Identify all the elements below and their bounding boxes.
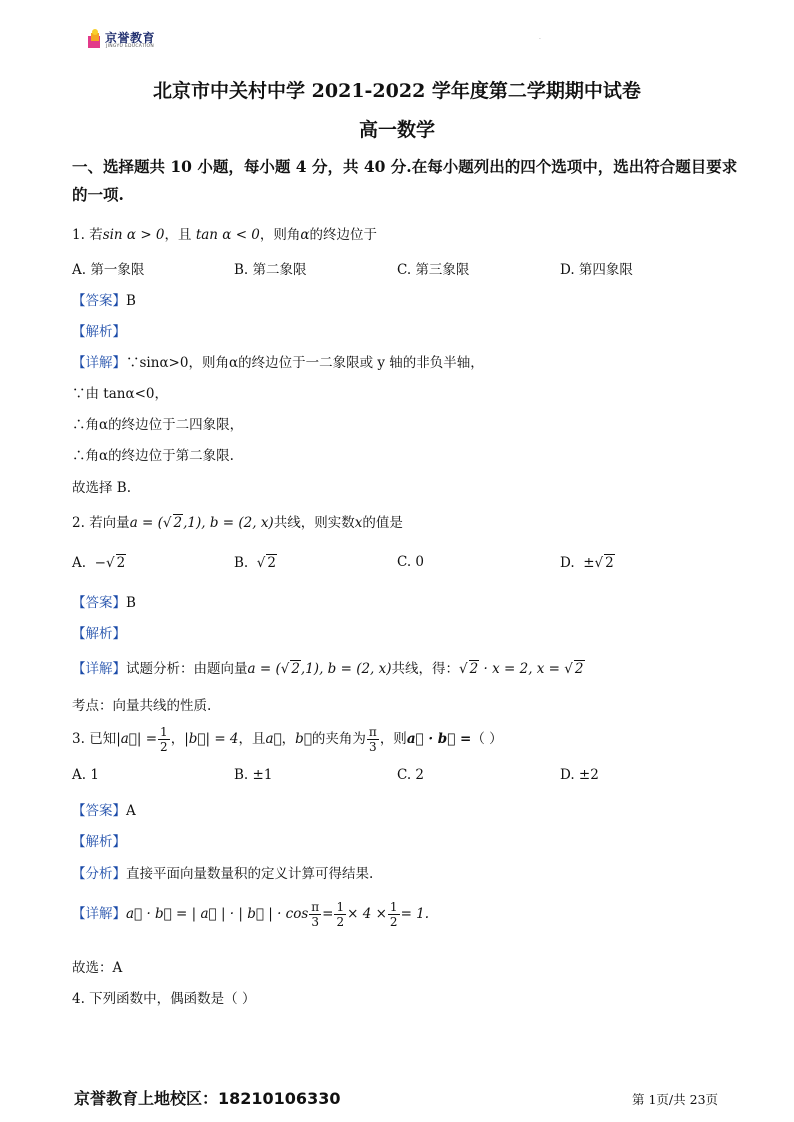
q1-option-a: A. 第一象限 bbox=[72, 262, 145, 278]
q2-detail-pre: 试题分析：由题向量 bbox=[126, 661, 248, 677]
q1-answer-value: B bbox=[126, 293, 136, 309]
q1-option-b: B. 第二象限 bbox=[234, 262, 307, 278]
q3-detail-pi-den: 3 bbox=[311, 915, 320, 929]
q3-a-vec: a⃗ bbox=[265, 731, 282, 747]
q1-option-d: D. 第四象限 bbox=[560, 262, 633, 278]
q2-answer-tag: 【答案】 bbox=[72, 595, 126, 611]
logo-subtext: JINGYU EDUCATION bbox=[106, 44, 155, 49]
q3-pi-frac bbox=[367, 725, 379, 754]
q3-option-a: A. 1 bbox=[72, 767, 99, 783]
q3-dot: a⃗ · b⃗ = bbox=[406, 731, 472, 747]
q1-end: 的终边位于 bbox=[309, 227, 378, 243]
q2-post: 共线，则实数 bbox=[273, 515, 355, 531]
q1-answer bbox=[72, 289, 136, 309]
q1-conclusion: 故选择 B. bbox=[72, 480, 132, 496]
q3-half bbox=[158, 725, 170, 754]
q2-detail: 【详解】试题分析：由题向量a = (√ 2,1), b = (2, x)共线，得：√ 2 · x = 2, x = √ 2 bbox=[72, 661, 584, 677]
q4-stem: 4. 下列函数中，偶函数是（ ） bbox=[72, 991, 256, 1007]
q3-pi-den: 3 bbox=[369, 740, 377, 754]
q3-a-abs: |a⃗| = bbox=[116, 731, 158, 747]
q2-answer bbox=[72, 591, 136, 611]
q3-answer-tag: 【答案】 bbox=[72, 803, 126, 819]
q1-option-c: C. 第三象限 bbox=[397, 262, 470, 278]
q3-b-abs: |b⃗| = 4 bbox=[184, 731, 239, 747]
q1-detail2: ∵由 tanα<0， bbox=[72, 386, 168, 402]
q3-detail-half2-num: 1 bbox=[389, 900, 398, 914]
q3-fenxi bbox=[72, 862, 373, 882]
q2-detail-rad1: 2 bbox=[291, 661, 300, 677]
q2-option-b: B. √ 2 bbox=[234, 555, 276, 571]
q1-analysis-tag: 【解析】 bbox=[72, 324, 126, 340]
q3-stem: 3. 已知|a⃗| = $\frac{1}{2}$ ，|b⃗| = 4，且a⃗，b⃗的夹角为 $\frac{\pi}{3}$ ，则a⃗ · b⃗ =（ ） bbox=[72, 725, 503, 754]
q2-end: 的值是 bbox=[362, 515, 403, 531]
q3-number: 3. bbox=[72, 731, 85, 747]
q3-detail-d2: = bbox=[322, 906, 334, 922]
q3-detail-pi-frac bbox=[309, 900, 321, 929]
q1-stem bbox=[72, 223, 377, 243]
q2-option-a-sign: − bbox=[94, 555, 106, 571]
q3-option-c: C. 2 bbox=[397, 767, 425, 783]
q1-post: ，则角 bbox=[259, 227, 301, 243]
q3-detail-half1-den: 2 bbox=[336, 915, 345, 929]
q2-detail-tag: 【详解】 bbox=[72, 661, 126, 677]
q2-detail-mid: 共线，得： bbox=[391, 661, 460, 677]
q3-detail-half1-num: 1 bbox=[336, 900, 345, 914]
scan-dot: · bbox=[539, 36, 541, 43]
q2-analysis-tag: 【解析】 bbox=[72, 626, 126, 642]
q2-x: x bbox=[354, 515, 363, 531]
q3-pre: 已知 bbox=[89, 731, 117, 747]
q3-detail bbox=[72, 900, 429, 929]
q2-vec-a: a = ( bbox=[129, 515, 163, 531]
q1-cond1: sin α > 0 bbox=[102, 227, 165, 243]
q2-vec-a-end: ,1), b = (2, x) bbox=[183, 515, 274, 531]
q3-paren: （ ） bbox=[471, 731, 503, 747]
q1-detail1-text: ∵sinα>0，则角α的终边位于一二象限或 y 轴的非负半轴， bbox=[126, 355, 484, 371]
q3-half-num: 1 bbox=[160, 725, 168, 739]
q3-mid: ，且 bbox=[238, 731, 266, 747]
q2-option-a-label: A. bbox=[72, 555, 87, 571]
q3-b-vec: b⃗ bbox=[295, 731, 312, 747]
q3-detail-d4: = 1. bbox=[400, 906, 430, 922]
footer-contact: 京誉教育上地校区：18210106330 bbox=[74, 1089, 341, 1108]
q3-detail-d3: × 4 × bbox=[347, 906, 387, 922]
q1-pre: 若 bbox=[89, 227, 103, 243]
q2-pre: 若向量 bbox=[89, 515, 130, 531]
q2-option-d-sign: ± bbox=[583, 555, 595, 571]
q3-comma: ， bbox=[281, 731, 296, 747]
q3-detail-half1 bbox=[334, 900, 346, 929]
exam-title: 北京市中关村中学 2021-2022 学年度第二学期期中试卷 bbox=[153, 80, 641, 102]
q3-detail-half2 bbox=[388, 900, 400, 929]
q1-detail3: ∴角α的终边位于二四象限， bbox=[72, 417, 244, 433]
logo-mark-icon bbox=[86, 28, 104, 50]
q2-detail-vec-a-end: ,1), b = (2, x) bbox=[300, 661, 392, 677]
q3-option-d: D. ±2 bbox=[560, 767, 599, 783]
q2-stem: 2. 若向量a = (√ 2,1), b = (2, x)共线，则实数x的值是 bbox=[72, 515, 403, 531]
q3-angle-text: 的夹角为 bbox=[311, 731, 366, 747]
q2-option-c: C. 0 bbox=[397, 554, 425, 570]
q3-detail-d1: a⃗ · b⃗ = | a⃗ | · | b⃗ | · cos bbox=[126, 906, 309, 922]
q2-option-a: A. −√ 2 bbox=[72, 555, 126, 571]
logo-text: 京誉教育 bbox=[105, 31, 156, 45]
q3-option-b: B. ±1 bbox=[234, 767, 273, 783]
q3-fenxi-tag: 【分析】 bbox=[72, 866, 126, 882]
q2-radicand: 2 bbox=[173, 515, 183, 531]
q2-option-d-rad: 2 bbox=[605, 555, 614, 571]
q3-conclusion: 故选：A bbox=[72, 960, 123, 976]
q1-answer-tag: 【答案】 bbox=[72, 293, 126, 309]
q3-analysis-tag: 【解析】 bbox=[72, 834, 126, 850]
exam-subject: 高一数学 bbox=[358, 119, 435, 141]
q1-number: 1. bbox=[72, 227, 85, 243]
logo bbox=[86, 26, 166, 54]
section-instruction-line1: 一、选择题共 10 小题，每小题 4 分，共 40 分.在每小题列出的四个选项中，选出符合题目要求 bbox=[72, 157, 738, 176]
q3-detail-half2-den: 2 bbox=[389, 915, 398, 929]
q2-option-d: D. ±√ 2 bbox=[560, 555, 614, 571]
q1-detail4: ∴角α的终边位于第二象限. bbox=[72, 448, 234, 464]
q2-number: 2. bbox=[72, 515, 85, 531]
q3-half-den: 2 bbox=[160, 740, 168, 754]
q2-detail-vec-a: a = ( bbox=[247, 661, 281, 677]
q1-cond2: tan α < 0 bbox=[195, 227, 260, 243]
q3-then: ，则 bbox=[379, 731, 407, 747]
q3-detail-tag: 【详解】 bbox=[72, 906, 126, 922]
q2-option-b-rad: 2 bbox=[267, 555, 276, 571]
q3-answer bbox=[72, 799, 136, 819]
q2-option-d-label: D. bbox=[560, 555, 575, 571]
q3-detail-pi-num: π bbox=[311, 900, 320, 914]
q1-detail-tag: 【详解】 bbox=[72, 355, 126, 371]
q3-pi-num: π bbox=[368, 725, 377, 739]
page-number: 第 1页/共 23页 bbox=[632, 1092, 719, 1107]
q2-detail-rad3: 2 bbox=[574, 661, 584, 677]
q2-option-b-label: B. bbox=[234, 555, 249, 571]
section-instruction-line2: 的一项. bbox=[72, 185, 124, 204]
q3-fenxi-text: 直接平面向量数量积的定义计算可得结果. bbox=[126, 866, 374, 882]
q2-detail-rad2: 2 bbox=[469, 661, 479, 677]
q2-answer-value: B bbox=[126, 595, 136, 611]
q1-alpha: α bbox=[300, 227, 310, 243]
q3-answer-value: A bbox=[126, 803, 136, 819]
q2-kaodian: 考点：向量共线的性质. bbox=[72, 698, 212, 714]
q1-detail1 bbox=[72, 351, 484, 371]
q2-option-a-rad: 2 bbox=[116, 555, 126, 571]
q2-detail-eq: · x = 2, x = bbox=[483, 661, 560, 677]
q1-mid: ，且 bbox=[164, 227, 192, 243]
